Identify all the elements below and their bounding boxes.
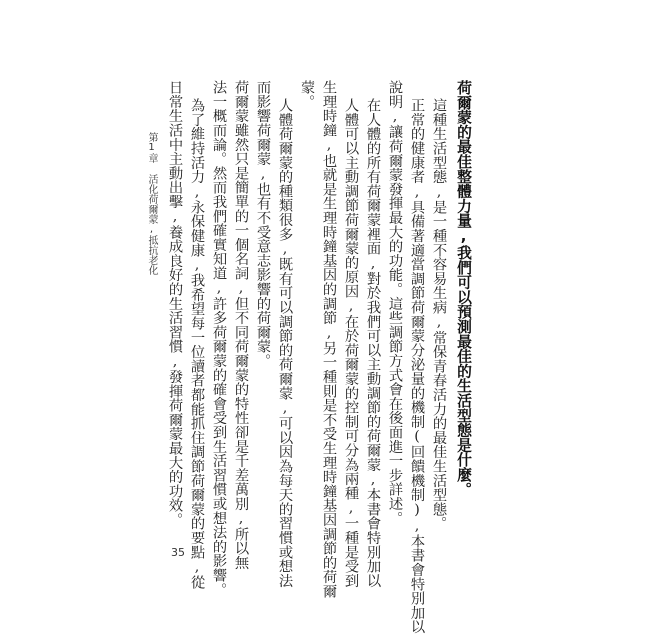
body-line: 日常生活中主動出擊,養成良好的生活習慣,發揮荷爾蒙最大的功效。	[167, 80, 183, 527]
body-line: 正常的健康者,具備著適當調節荷爾蒙分泌量的機制(回饋機制),本書會特別加以	[409, 98, 425, 634]
body-line: 在人體的所有荷爾蒙裡面,對於我們可以主動調節的荷爾蒙,本書會特別加以	[365, 98, 381, 588]
body-line: 而影響荷爾蒙,也有不受意志影響的荷爾蒙。	[255, 80, 271, 368]
body-line: 荷爾蒙雖然只是簡單的一個名詞,但不同荷爾蒙的特性卻是千差萬別,所以無	[233, 80, 249, 570]
body-line: 說明,讓荷爾蒙發揮最大的功能。這些調節方式會在後面進一步詳述。	[387, 80, 403, 525]
body-line: 生理時鐘,也就是生理時鐘基因的調節,另一種則是不受生理時鐘基因調節的荷爾	[321, 80, 337, 599]
body-line: 法一概而論。然而我們確實知道,許多荷爾蒙的確會受到生活習慣或想法的影響。	[211, 80, 227, 597]
page-number: 35	[171, 546, 185, 559]
heading-line: 荷爾蒙的最佳整體力量,我們可以預測最佳的生活型態是什麼。	[455, 80, 472, 497]
body-line: 這種生活型態,是一種不容易生病,常保青春活力的最佳生活型態。	[431, 98, 447, 531]
body-line: 人體荷爾蒙的種類很多,既有可以調節的荷爾蒙,可以因為每天的習慣或想法	[277, 98, 293, 588]
body-line: 蒙。	[299, 80, 315, 109]
body-line: 人體可以主動調節荷爾蒙的原因,在於荷爾蒙的控制可分為兩種,一種是受到	[343, 98, 359, 588]
running-head: 第1章 活化荷爾蒙,抵抗老化	[146, 132, 157, 275]
body-line: 為了維持活力,永保健康,我希望每一位讀者都能抓住調節荷爾蒙的要點,從	[189, 98, 205, 590]
